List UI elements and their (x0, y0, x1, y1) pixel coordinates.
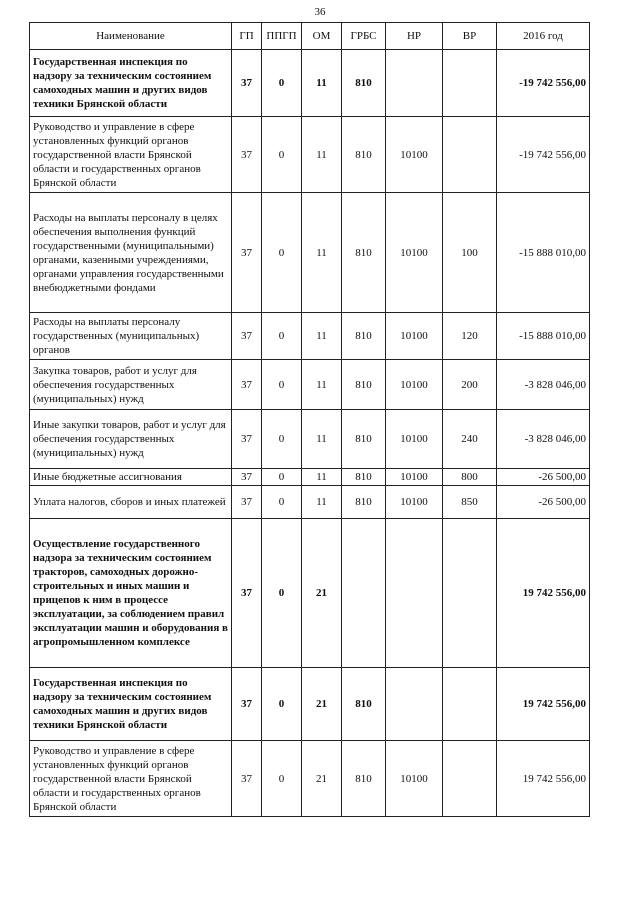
row-gp: 37 (232, 410, 262, 469)
table-row (30, 50, 590, 117)
col-header-grbs: ГРБС (342, 23, 386, 50)
row-amount: -19 742 556,00 (497, 50, 590, 117)
row-om: 11 (302, 486, 342, 519)
row-vr: 100 (443, 193, 497, 313)
row-name: Осуществление государственного надзора за техническим состоянием тракторов, самоходных дорожно-строительных и иных машин и прицепов к ним в процессе эксплуатации, за соблюдением правил эксплуатации машин и оборудования в агропромышленном комплексе (30, 519, 232, 668)
row-name: Уплата налогов, сборов и иных платежей (30, 486, 232, 519)
row-grbs: 810 (342, 668, 386, 741)
table-row (30, 410, 590, 469)
row-ppgp: 0 (262, 360, 302, 410)
row-name: Государственная инспекция по надзору за техническим состоянием самоходных машин и других видов техники Брянской области (30, 668, 232, 741)
row-gp: 37 (232, 741, 262, 817)
row-gp: 37 (232, 50, 262, 117)
row-grbs: 810 (342, 469, 386, 486)
col-header-vr: ВР (443, 23, 497, 50)
row-nr: 10100 (386, 410, 443, 469)
row-om: 11 (302, 469, 342, 486)
table-row (30, 469, 590, 486)
row-name: Закупка товаров, работ и услуг для обеспечения государственных (муниципальных) нужд (30, 360, 232, 410)
row-gp: 37 (232, 486, 262, 519)
row-grbs: 810 (342, 50, 386, 117)
row-vr (443, 668, 497, 741)
row-ppgp: 0 (262, 50, 302, 117)
row-vr (443, 117, 497, 193)
table-row (30, 193, 590, 313)
col-header-amount: 2016 год (497, 23, 590, 50)
table-row (30, 519, 590, 668)
row-nr: 10100 (386, 486, 443, 519)
row-gp: 37 (232, 117, 262, 193)
row-grbs: 810 (342, 741, 386, 817)
table-row (30, 313, 590, 360)
table-row (30, 117, 590, 193)
row-vr: 200 (443, 360, 497, 410)
col-header-name: Наименование (30, 23, 232, 50)
row-ppgp: 0 (262, 469, 302, 486)
row-name: Руководство и управление в сфере установленных функций органов государственной власти Брянской области и государственных органов Брянской области (30, 117, 232, 193)
row-ppgp: 0 (262, 410, 302, 469)
row-gp: 37 (232, 360, 262, 410)
row-grbs: 810 (342, 360, 386, 410)
row-vr: 120 (443, 313, 497, 360)
row-amount: -15 888 010,00 (497, 313, 590, 360)
row-name: Руководство и управление в сфере установленных функций органов государственной власти Брянской области и государственных органов Брянской области (30, 741, 232, 817)
row-amount: 19 742 556,00 (497, 519, 590, 668)
row-om: 11 (302, 360, 342, 410)
table-row (30, 741, 590, 817)
row-nr: 10100 (386, 193, 443, 313)
row-ppgp: 0 (262, 519, 302, 668)
row-vr (443, 741, 497, 817)
row-ppgp: 0 (262, 668, 302, 741)
row-name: Расходы на выплаты персоналу в целях обеспечения выполнения функций государственными (муниципальными) органами, казенными учреждениями, органами управления государственными внебюджетными фондами (30, 193, 232, 313)
table-row (30, 360, 590, 410)
row-name: Иные бюджетные ассигнования (30, 469, 232, 486)
row-om: 21 (302, 668, 342, 741)
row-grbs: 810 (342, 193, 386, 313)
row-grbs: 810 (342, 410, 386, 469)
row-grbs: 810 (342, 313, 386, 360)
col-header-gp: ГП (232, 23, 262, 50)
row-vr: 240 (443, 410, 497, 469)
row-amount: 19 742 556,00 (497, 741, 590, 817)
row-gp: 37 (232, 668, 262, 741)
row-ppgp: 0 (262, 741, 302, 817)
row-name: Иные закупки товаров, работ и услуг для обеспечения государственных (муниципальных) нужд (30, 410, 232, 469)
row-om: 21 (302, 741, 342, 817)
table-row (30, 668, 590, 741)
row-name: Государственная инспекция по надзору за техническим состоянием самоходных машин и других видов техники Брянской области (30, 50, 232, 117)
row-vr: 850 (443, 486, 497, 519)
row-om: 11 (302, 193, 342, 313)
row-amount: -26 500,00 (497, 486, 590, 519)
row-om: 11 (302, 410, 342, 469)
row-om: 11 (302, 313, 342, 360)
row-gp: 37 (232, 313, 262, 360)
table-row (30, 486, 590, 519)
row-amount: -26 500,00 (497, 469, 590, 486)
row-nr: 10100 (386, 360, 443, 410)
header-row (30, 23, 590, 50)
row-ppgp: 0 (262, 117, 302, 193)
row-grbs: 810 (342, 117, 386, 193)
row-nr (386, 50, 443, 117)
row-ppgp: 0 (262, 486, 302, 519)
row-gp: 37 (232, 519, 262, 668)
row-amount: 19 742 556,00 (497, 668, 590, 741)
page-number: 36 (314, 6, 326, 18)
row-vr: 800 (443, 469, 497, 486)
row-nr (386, 519, 443, 668)
col-header-nr: НР (386, 23, 443, 50)
row-nr: 10100 (386, 313, 443, 360)
col-header-ppgp: ППГП (262, 23, 302, 50)
row-gp: 37 (232, 469, 262, 486)
row-vr (443, 50, 497, 117)
row-amount: -19 742 556,00 (497, 117, 590, 193)
row-nr: 10100 (386, 741, 443, 817)
row-ppgp: 0 (262, 313, 302, 360)
row-vr (443, 519, 497, 668)
row-amount: -3 828 046,00 (497, 360, 590, 410)
row-amount: -15 888 010,00 (497, 193, 590, 313)
row-name: Расходы на выплаты персоналу государственных (муниципальных) органов (30, 313, 232, 360)
row-om: 21 (302, 519, 342, 668)
row-om: 11 (302, 117, 342, 193)
row-om: 11 (302, 50, 342, 117)
row-grbs (342, 519, 386, 668)
col-header-om: ОМ (302, 23, 342, 50)
row-nr: 10100 (386, 469, 443, 486)
row-nr: 10100 (386, 117, 443, 193)
row-gp: 37 (232, 193, 262, 313)
row-amount: -3 828 046,00 (497, 410, 590, 469)
row-ppgp: 0 (262, 193, 302, 313)
row-nr (386, 668, 443, 741)
budget-table (29, 22, 590, 817)
row-grbs: 810 (342, 486, 386, 519)
